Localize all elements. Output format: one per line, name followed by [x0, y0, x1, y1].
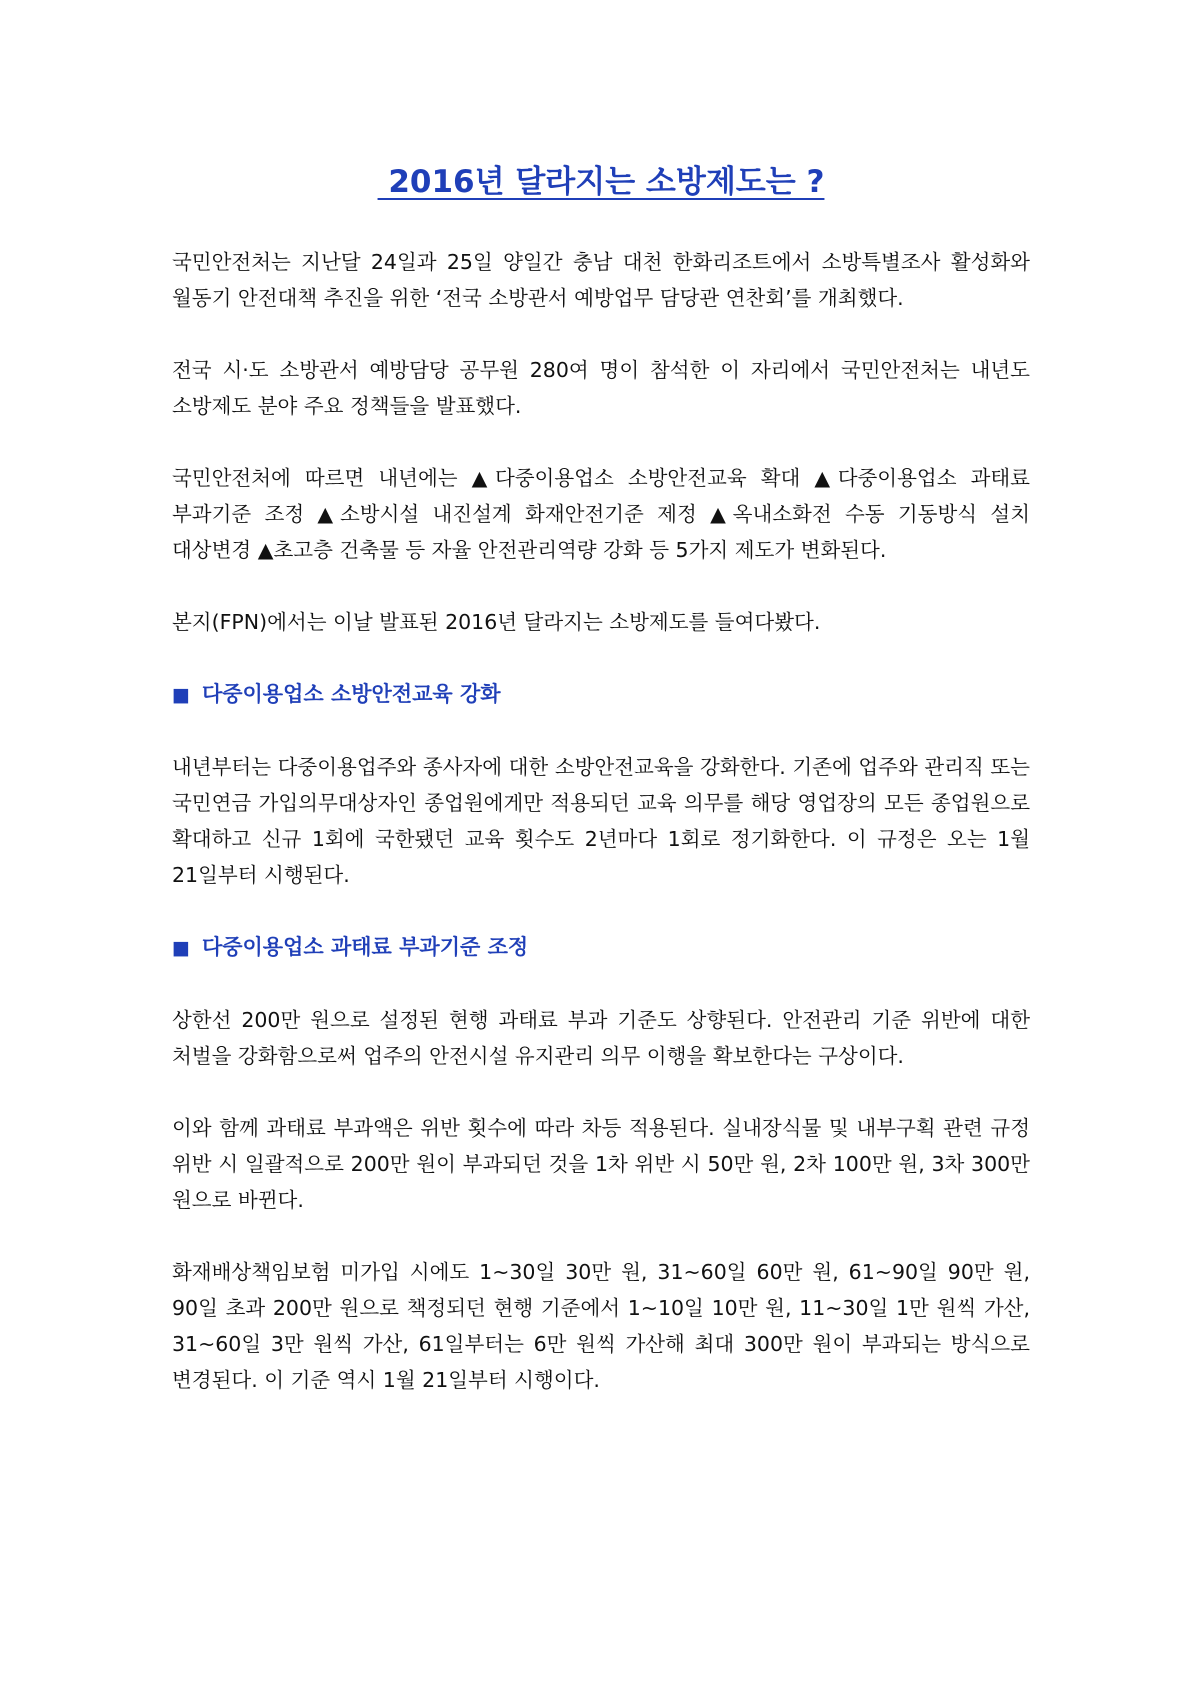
paragraph-fpn-review: 본지(FPN)에서는 이날 발표된 2016년 달라지는 소방제도를 들여다봤다. — [172, 610, 821, 634]
square-bullet-icon: ■ — [172, 684, 190, 706]
paragraph-attendees: 전국 시·도 소방관서 예방담당 공무원 280여 명이 참석한 이 자리에서 국민안전처는 내년도 소방제도 분야 주요 정책들을 발표했다. — [172, 358, 1030, 418]
paragraph-fine-tiers: 이와 함께 과태료 부과액은 위반 횟수에 따라 차등 적용된다. 실내장식물 및 내부구획 관련 규정 위반 시 일괄적으로 200만 원이 부과되던 것을 1차 위반 시 50만 원, 2차 100만 원, 3차 300만 원으로 바뀐다. — [172, 1116, 1030, 1212]
document-title-text: 2016년 달라지는 소방제도는 ? — [377, 164, 825, 200]
document-page — [172, 160, 1030, 1434]
section-heading-safety-education — [172, 676, 1030, 713]
document-title — [172, 160, 1030, 204]
section-heading-text: 다중이용업소 과태료 부과기준 조정 — [201, 935, 529, 959]
paragraph-intro: 국민안전처는 지난달 24일과 25일 양일간 충남 대천 한화리조트에서 소방특별조사 활성화와 월동기 안전대책 추진을 위한 ‘전국 소방관서 예방업무 담당관 연찬회’를 개최했다. — [172, 250, 1030, 310]
paragraph-insurance-fines: 화재배상책임보험 미가입 시에도 1~30일 30만 원, 31~60일 60만 원, 61~90일 90만 원, 90일 초과 200만 원으로 책정되던 현행 기준에서 1~10일 10만 원, 11~30일 1만 원씩 가산, 31~60일 3만 원씩 가산, 61일부터는 6만 원씩 가산해 최대 300만 원이 부과되는 방식으로 변경된다. 이 기준 역시 1월 21일부터 시행이다. — [172, 1260, 1030, 1392]
section-heading-fine-standards — [172, 929, 1030, 966]
paragraph-safety-education: 내년부터는 다중이용업주와 종사자에 대한 소방안전교육을 강화한다. 기존에 업주와 관리직 또는 국민연금 가입의무대상자인 종업원에게만 적용되던 교육 의무를 해당 영업장의 모든 종업원으로 확대하고 신규 1회에 국한됐던 교육 횟수도 2년마다 1회로 정기화한다. 이 규정은 오는 1월 21일부터 시행된다. — [172, 755, 1030, 887]
paragraph-policy-summary: 국민안전처에 따르면 내년에는 ▲다중이용업소 소방안전교육 확대 ▲다중이용업소 과태료 부과기준 조정 ▲소방시설 내진설계 화재안전기준 제정 ▲옥내소화전 수동 기동방식 설치 대상변경 ▲초고층 건축물 등 자율 안전관리역량 강화 등 5가지 제도가 변화된다. — [172, 466, 1030, 562]
paragraph-fine-ceiling: 상한선 200만 원으로 설정된 현행 과태료 부과 기준도 상향된다. 안전관리 기준 위반에 대한 처벌을 강화함으로써 업주의 안전시설 유지관리 의무 이행을 확보한다는 구상이다. — [172, 1008, 1030, 1068]
square-bullet-icon: ■ — [172, 937, 190, 959]
section-heading-text: 다중이용업소 소방안전교육 강화 — [201, 682, 501, 706]
